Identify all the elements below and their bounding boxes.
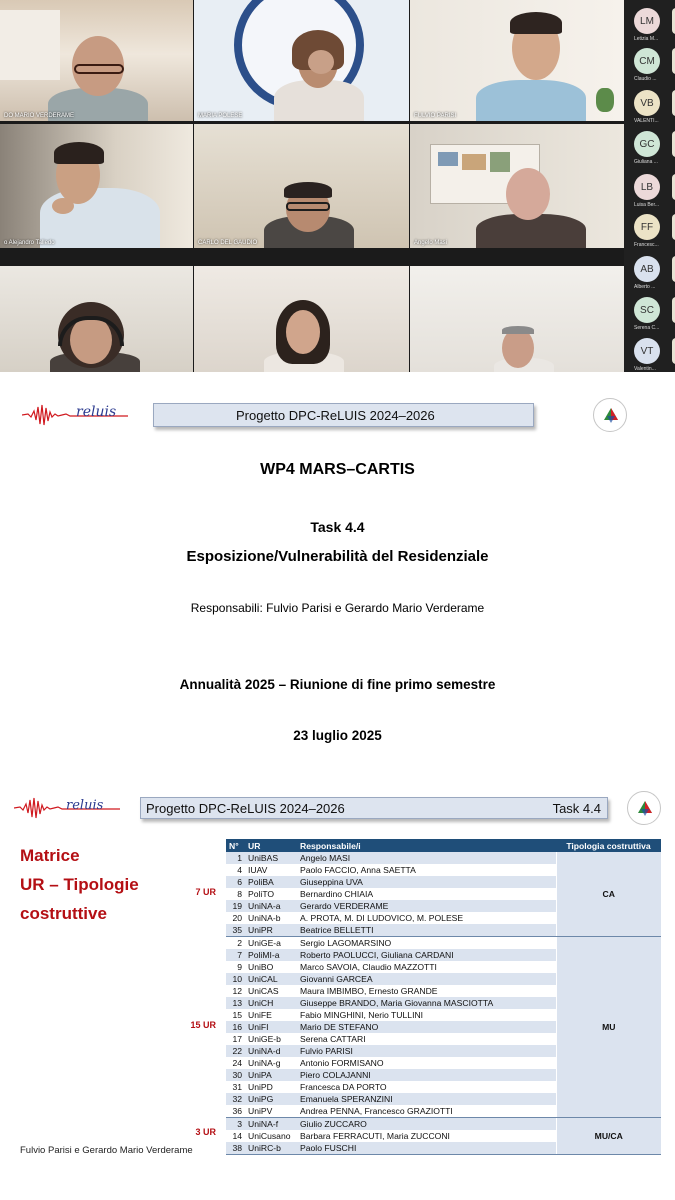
slide-title-line: costruttive bbox=[20, 904, 107, 923]
row-number: 4 bbox=[226, 864, 245, 876]
row-responsabili: Paolo FACCIO, Anna SAETTA bbox=[297, 864, 556, 876]
row-responsabili: Andrea PENNA, Francesco GRAZIOTTI bbox=[297, 1105, 556, 1118]
row-responsabili: Fulvio PARISI bbox=[297, 1045, 556, 1057]
participant-avatar-item[interactable] bbox=[630, 8, 675, 48]
row-ur: UniPG bbox=[245, 1093, 297, 1105]
group-count-label: 15 UR bbox=[190, 1020, 216, 1030]
row-ur: UniBAS bbox=[245, 852, 297, 864]
participant-name: FULVIO PARISI bbox=[414, 113, 457, 119]
row-number: 20 bbox=[226, 912, 245, 924]
typology-cell: MU bbox=[556, 937, 661, 1118]
table-row bbox=[226, 1118, 661, 1131]
row-ur: PoliBA bbox=[245, 876, 297, 888]
task-label: Task 4.4 bbox=[552, 801, 601, 816]
row-ur: UniNA-a bbox=[245, 900, 297, 912]
protezione-civile-logo-icon bbox=[627, 791, 661, 825]
participant-tile[interactable] bbox=[410, 124, 624, 248]
participant-avatar-item[interactable] bbox=[630, 297, 675, 337]
row-number: 31 bbox=[226, 1081, 245, 1093]
row-number: 16 bbox=[226, 1021, 245, 1033]
row-responsabili: Serena CATTARI bbox=[297, 1033, 556, 1045]
row-number: 17 bbox=[226, 1033, 245, 1045]
participant-name: Valentin... bbox=[634, 366, 656, 372]
participant-tile[interactable] bbox=[194, 124, 409, 248]
responsabili-text: Responsabili: Fulvio Parisi e Gerardo Mario Verderame bbox=[190, 601, 485, 615]
row-number: 13 bbox=[226, 997, 245, 1009]
meeting-date: 23 luglio 2025 bbox=[293, 728, 382, 743]
row-responsabili: Giuseppe BRANDO, Maria Giovanna MASCIOTTA bbox=[297, 997, 556, 1009]
row-responsabili: Beatrice BELLETTI bbox=[297, 924, 556, 937]
row-responsabili: Francesca DA PORTO bbox=[297, 1081, 556, 1093]
row-number: 12 bbox=[226, 985, 245, 997]
row-responsabili: Roberto PAOLUCCI, Giuliana CARDANI bbox=[297, 949, 556, 961]
reluis-logo-text: reluis bbox=[76, 404, 117, 420]
row-ur: UniRC-b bbox=[245, 1142, 297, 1155]
participant-name: Letizia M... bbox=[634, 36, 659, 42]
row-ur: UniPA bbox=[245, 1069, 297, 1081]
avatar: CM bbox=[634, 48, 660, 74]
participant-name: Francesc... bbox=[634, 242, 659, 248]
project-header-title: Progetto DPC-ReLUIS 2024–2026 bbox=[146, 801, 345, 816]
row-number: 32 bbox=[226, 1093, 245, 1105]
row-number: 8 bbox=[226, 888, 245, 900]
row-number: 6 bbox=[226, 876, 245, 888]
protezione-civile-logo-icon bbox=[593, 398, 627, 432]
project-header-bar bbox=[140, 797, 608, 819]
row-responsabili: A. PROTA, M. DI LUDOVICO, M. POLESE bbox=[297, 912, 556, 924]
participant-name: Angelo Masi bbox=[414, 240, 448, 246]
typology-cell: MU/CA bbox=[556, 1118, 661, 1155]
participant-tile[interactable] bbox=[194, 266, 409, 372]
row-responsabili: Maura IMBIMBO, Ernesto GRANDE bbox=[297, 985, 556, 997]
participant-sidebar[interactable] bbox=[624, 0, 675, 372]
row-responsabili: Gerardo VERDERAME bbox=[297, 900, 556, 912]
participant-name: Alberto ... bbox=[634, 284, 656, 290]
row-responsabili: Barbara FERRACUTI, Maria ZUCCONI bbox=[297, 1130, 556, 1142]
col-header-number: N° bbox=[226, 839, 245, 852]
row-ur: UniNA-f bbox=[245, 1118, 297, 1131]
participant-avatar-item[interactable] bbox=[630, 174, 675, 214]
participant-name: Luisa Ber... bbox=[634, 202, 660, 208]
project-header-title: Progetto DPC-ReLUIS 2024–2026 bbox=[236, 408, 435, 423]
matrix-slide bbox=[0, 770, 675, 1200]
col-header-ur: UR bbox=[245, 839, 297, 852]
row-ur: UniPV bbox=[245, 1105, 297, 1118]
avatar: VB bbox=[634, 90, 660, 116]
typology-cell: CA bbox=[556, 852, 661, 937]
group-count-label: 7 UR bbox=[195, 887, 216, 897]
title-slide bbox=[0, 372, 675, 770]
participant-avatar-item[interactable] bbox=[630, 90, 675, 130]
avatar: FF bbox=[634, 214, 660, 240]
table-row bbox=[226, 937, 661, 950]
table-header-row bbox=[226, 839, 661, 852]
avatar: VT bbox=[634, 338, 660, 364]
participant-name: o Alejandro Talledo bbox=[4, 240, 55, 246]
row-number: 22 bbox=[226, 1045, 245, 1057]
avatar: LM bbox=[634, 8, 660, 34]
slide-title-line: UR – Tipologie bbox=[20, 875, 139, 894]
wp-title: WP4 MARS–CARTIS bbox=[260, 461, 415, 478]
row-responsabili: Angelo MASI bbox=[297, 852, 556, 864]
row-responsabili: Piero COLAJANNI bbox=[297, 1069, 556, 1081]
row-number: 2 bbox=[226, 937, 245, 950]
video-call-grid bbox=[0, 0, 675, 372]
row-responsabili: Antonio FORMISANO bbox=[297, 1057, 556, 1069]
row-responsabili: Mario DE STEFANO bbox=[297, 1021, 556, 1033]
row-number: 9 bbox=[226, 961, 245, 973]
avatar: GC bbox=[634, 131, 660, 157]
avatar: SC bbox=[634, 297, 660, 323]
participant-name: Serena C... bbox=[634, 325, 660, 331]
row-ur: UniNA-b bbox=[245, 912, 297, 924]
row-ur: PoliMI-a bbox=[245, 949, 297, 961]
participant-avatar-item[interactable] bbox=[630, 48, 675, 88]
col-header-typology: Tipologia costruttiva bbox=[556, 839, 661, 852]
participant-name: Claudio ... bbox=[634, 76, 657, 82]
row-responsabili: Paolo FUSCHI bbox=[297, 1142, 556, 1155]
row-ur: UniNA-g bbox=[245, 1057, 297, 1069]
row-number: 30 bbox=[226, 1069, 245, 1081]
ur-typology-table bbox=[226, 839, 661, 1155]
slide-footer: Fulvio Parisi e Gerardo Mario Verderame bbox=[20, 1145, 193, 1156]
row-ur: UniCAL bbox=[245, 973, 297, 985]
row-number: 15 bbox=[226, 1009, 245, 1021]
row-number: 7 bbox=[226, 949, 245, 961]
row-number: 24 bbox=[226, 1057, 245, 1069]
row-responsabili: Bernardino CHIAIA bbox=[297, 888, 556, 900]
row-ur: UniFI bbox=[245, 1021, 297, 1033]
participant-tile[interactable] bbox=[0, 0, 193, 121]
row-responsabili: Emanuela SPERANZINI bbox=[297, 1093, 556, 1105]
row-responsabili: Sergio LAGOMARSINO bbox=[297, 937, 556, 950]
avatar: AB bbox=[634, 256, 660, 282]
row-number: 36 bbox=[226, 1105, 245, 1118]
row-ur: UniCAS bbox=[245, 985, 297, 997]
row-ur: UniNA-d bbox=[245, 1045, 297, 1057]
row-responsabili: Fabio MINGHINI, Nerio TULLINI bbox=[297, 1009, 556, 1021]
row-ur: UniCH bbox=[245, 997, 297, 1009]
participant-tile[interactable] bbox=[410, 0, 624, 121]
table-row bbox=[226, 852, 661, 864]
row-ur: UniCusano bbox=[245, 1130, 297, 1142]
participant-name: VALENTI... bbox=[634, 118, 659, 124]
participant-tile[interactable] bbox=[194, 0, 409, 121]
task-title: Task 4.4 bbox=[310, 519, 365, 535]
participant-name: Giuliana ... bbox=[634, 159, 658, 165]
reluis-logo-text: reluis bbox=[66, 798, 104, 813]
row-responsabili: Giulio ZUCCARO bbox=[297, 1118, 556, 1131]
participant-name: CARLO DEL GAUDIO bbox=[198, 240, 258, 246]
row-ur: IUAV bbox=[245, 864, 297, 876]
row-number: 14 bbox=[226, 1130, 245, 1142]
row-responsabili: Giuseppina UVA bbox=[297, 876, 556, 888]
row-number: 3 bbox=[226, 1118, 245, 1131]
participant-tile[interactable] bbox=[0, 124, 193, 248]
row-number: 1 bbox=[226, 852, 245, 864]
row-number: 35 bbox=[226, 924, 245, 937]
row-ur: UniFE bbox=[245, 1009, 297, 1021]
row-ur: UniBO bbox=[245, 961, 297, 973]
slide-title-line: Matrice bbox=[20, 846, 80, 865]
row-number: 10 bbox=[226, 973, 245, 985]
participant-name: DO MARIO VERDERAME bbox=[4, 113, 75, 119]
row-number: 38 bbox=[226, 1142, 245, 1155]
participant-tile[interactable] bbox=[0, 266, 193, 372]
row-ur: UniGE-b bbox=[245, 1033, 297, 1045]
participant-name: MARIA POLESE bbox=[198, 113, 243, 119]
row-ur: UniPR bbox=[245, 924, 297, 937]
participant-avatar-item[interactable] bbox=[630, 131, 675, 171]
avatar: LB bbox=[634, 174, 660, 200]
task-subtitle: Esposizione/Vulnerabilità del Residenziale bbox=[186, 548, 489, 565]
row-responsabili: Marco SAVOIA, Claudio MAZZOTTI bbox=[297, 961, 556, 973]
project-header-bar bbox=[153, 403, 534, 427]
row-ur: UniGE-a bbox=[245, 937, 297, 950]
row-ur: PoliTO bbox=[245, 888, 297, 900]
table-body bbox=[226, 852, 661, 1155]
annualita-text: Annualità 2025 – Riunione di fine primo semestre bbox=[179, 677, 496, 692]
row-ur: UniPD bbox=[245, 1081, 297, 1093]
participant-tile[interactable] bbox=[410, 266, 624, 372]
participant-avatar-item[interactable] bbox=[630, 214, 675, 254]
row-responsabili: Giovanni GARCEA bbox=[297, 973, 556, 985]
row-number: 19 bbox=[226, 900, 245, 912]
col-header-responsabili: Responsabile/i bbox=[297, 839, 556, 852]
group-count-label: 3 UR bbox=[195, 1127, 216, 1137]
participant-avatar-item[interactable] bbox=[630, 256, 675, 296]
